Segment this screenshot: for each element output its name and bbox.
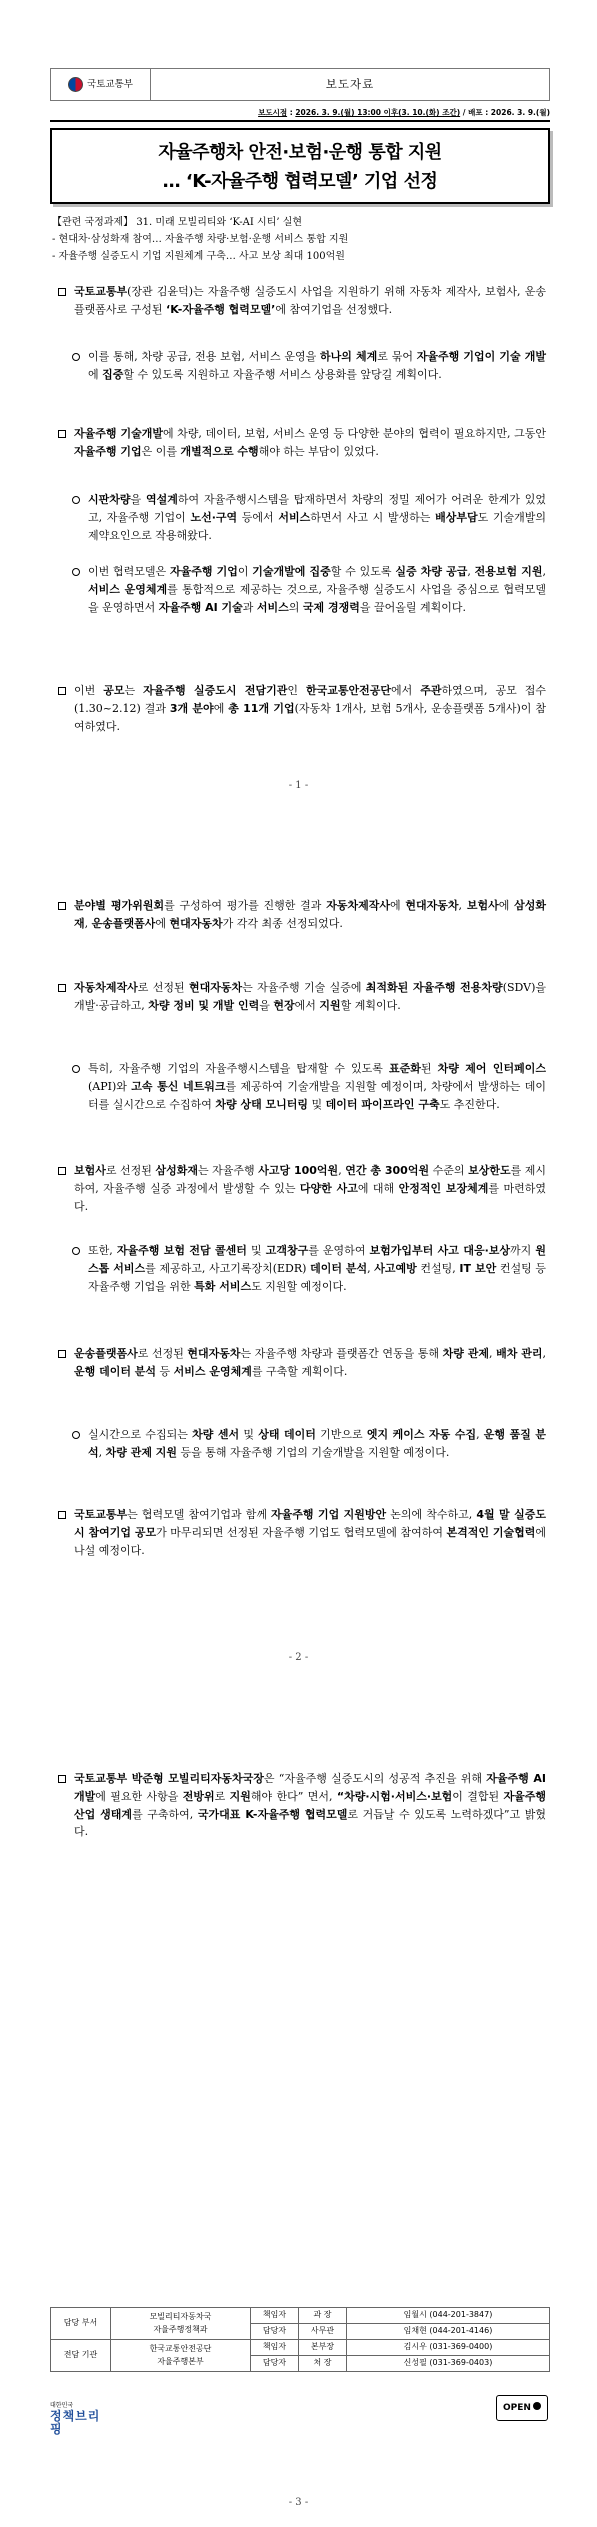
header-box [50,68,550,101]
square-bullet-icon [58,687,66,695]
title-line-2: … ‘K-자율주행 협력모델’ 기업 선정 [162,171,438,192]
title-line-1: 자율주행차 안전·보험·운행 통합 지원 [158,142,442,163]
title-cell: 사무관 [299,2324,347,2340]
agency-label: 전담 기관 [51,2340,111,2372]
circle-bullet-icon [72,496,80,504]
square-bullet-icon [58,1167,66,1175]
contact-table [50,2307,550,2372]
paragraph-item: 자동차제작사로 선정된 현대자동차는 자율주행 기술 실증에 최적화된 자율주행 전용차량(SDV)을 개발·공급하고, 차량 정비 및 개발 인력을 현장에서 지원할 계획이다. [58,979,546,1015]
circle-bullet-icon [72,353,80,361]
person-cell: 신성필 (031-369-0403) [347,2356,550,2372]
distribution-date: / 배포 : 2026. 3. 9.(월) [462,108,550,117]
paragraph-subitem: 이를 통해, 차량 공급, 전용 보험, 서비스 운영을 하나의 체계로 묶어 자율주행 기업이 기술 개발에 집중할 수 있도록 지원하고 자율주행 서비스 상용화를 앞당길 계획이다. [72,348,546,384]
summary-block [52,214,552,265]
dept-label: 담당 부서 [51,2308,111,2340]
paragraph-item: 분야별 평가위원회를 구성하여 평가를 진행한 결과 자동차제작사에 현대자동차, 보험사에 삼성화재, 운송플랫폼사에 현대자동차가 각각 최종 선정되었다. [58,897,546,933]
dept-cell: 한국교통안전공단 자율주행본부 [111,2340,251,2372]
summary-line: 【관련 국정과제】 31. 미래 모빌리티와 ‘K-AI 시티’ 실현 [52,217,303,228]
paragraph-item: 국토교통부는 협력모델 참여기업과 함께 자율주행 기업 지원방안 논의에 착수하고, 4월 말 실증도시 참여기업 공모가 마무리되면 선정된 자율주행 기업도 협력모델에 참여하여 본격적인 기술협력에 나설 예정이다. [58,1506,546,1559]
license-dot-icon [533,2402,541,2410]
square-bullet-icon [58,902,66,910]
paragraph-subitem: 또한, 자율주행 보험 전담 콜센터 및 고객창구를 운영하여 보험가입부터 사고 대응·보상까지 원스톱 서비스를 제공하고, 사고기록장치(EDR) 데이터 분석, 사고예방 컨설팅, IT 보안 컨설팅 등 자율주행 기업을 위한 특화 서비스도 지원할 예정이다. [72,1242,546,1295]
paragraph-subitem: 이번 협력모델은 자율주행 기업이 기술개발에 집중할 수 있도록 실증 차량 공급, 전용보험 지원, 서비스 운영체계를 통합적으로 제공하는 것으로, 자율주행 실증도시 사업을 중심으로 협력모델을 운영하면서 자율주행 AI 기술과 서비스의 국제 경쟁력을 끌어올릴 계획이다. [72,563,546,616]
table-row [51,2308,550,2324]
policy-briefing-logo: 대한민국 정책브리핑 [50,2402,101,2436]
role-cell: 책임자 [251,2308,299,2324]
role-cell: 담당자 [251,2324,299,2340]
dept-cell: 모빌리티자동차국 자율주행정책과 [111,2308,251,2340]
person-cell: 임월시 (044-201-3847) [347,2308,550,2324]
circle-bullet-icon [72,568,80,576]
square-bullet-icon [58,1511,66,1519]
square-bullet-icon [58,1350,66,1358]
title-cell: 처 장 [299,2356,347,2372]
paragraph-item: 운송플랫폼사로 선정된 현대자동차는 자율주행 차량과 플랫폼간 연동을 통해 차량 관제, 배차 관리, 운행 데이터 분석 등 서비스 운영체계를 구축할 계획이다. [58,1345,546,1381]
person-cell: 김시우 (031-369-0400) [347,2340,550,2356]
paragraph-subitem: 실시간으로 수집되는 차량 센서 및 상태 데이터 기반으로 엣지 케이스 자동 수집, 운행 품질 분석, 차량 관제 지원 등을 통해 자율주행 기업의 기술개발을 지원할 예정이다. [72,1426,546,1462]
person-cell: 임채현 (044-201-4146) [347,2324,550,2340]
page-number: - 3 - [288,2497,309,2508]
table-row [51,2340,550,2356]
page-number: - 1 - [288,780,309,791]
square-bullet-icon [58,288,66,296]
paragraph-item: 자율주행 기술개발에 차량, 데이터, 보험, 서비스 운영 등 다양한 분야의 협력이 필요하지만, 그동안 자율주행 기업은 이를 개별적으로 수행해야 하는 부담이 있었다. [58,425,546,461]
title-cell: 과 장 [299,2308,347,2324]
open-license-badge: OPEN [496,2395,548,2421]
title-cell: 본부장 [299,2340,347,2356]
ministry-name: 국토교통부 [87,78,133,90]
paragraph-item: 국토교통부(장관 김윤덕)는 자율주행 실증도시 사업을 지원하기 위해 자동차 제작사, 보험사, 운송플랫폼사로 구성된 ‘K-자율주행 협력모델’에 참여기업을 선정했다. [58,283,546,319]
page-number: - 2 - [288,1652,309,1663]
government-emblem-icon [68,77,83,92]
doc-type: 보도자료 [325,77,375,92]
role-cell: 책임자 [251,2340,299,2356]
circle-bullet-icon [72,1065,80,1073]
release-info: 보도시점 : 2026. 3. 9.(월) 13:00 이후(3. 10.(화) 조간) / 배포 : 2026. 3. 9.(월) [50,107,550,122]
square-bullet-icon [58,1775,66,1783]
summary-line: - 현대차·삼성화재 참여… 자율주행 차량·보험·운행 서비스 통합 지원 [52,234,349,245]
paragraph-item: 국토교통부 박준형 모빌리티자동차국장은 “자율주행 실증도시의 성공적 추진을 위해 자율주행 AI 개발에 필요한 사항을 전방위로 지원해야 한다” 면서, “차량·시험·서비스·보험이 결합된 자율주행 산업 생태계를 구축하여, 국가대표 K-자율주행 협력모델로 거듭날 수 있도록 노력하겠다”고 밝혔다. [58,1770,546,1841]
role-cell: 담당자 [251,2356,299,2372]
summary-line: - 자율주행 실증도시 기업 지원체계 구축… 사고 보상 최대 100억원 [52,251,345,262]
paragraph-subitem: 시판차량을 역설계하여 자율주행시스템을 탑재하면서 차량의 정밀 제어가 어려운 한계가 있었고, 자율주행 기업이 노선·구역 등에서 서비스하면서 사고 시 발생하는 배상부담도 기술개발의 제약요인으로 작용해왔다. [72,491,546,544]
paragraph-item: 보험사로 선정된 삼성화재는 자율주행 사고당 100억원, 연간 총 300억원 수준의 보상한도를 제시하여, 자율주행 실증 과정에서 발생할 수 있는 다양한 사고에 대해 안정적인 보장체계를 마련하였다. [58,1162,546,1215]
release-label: 보도시점 [258,108,288,117]
paragraph-subitem: 특히, 자율주행 기업의 자율주행시스템을 탑재할 수 있도록 표준화된 차량 제어 인터페이스(API)와 고속 통신 네트워크를 제공하여 기술개발을 지원할 예정이며, 차량에서 발생하는 데이터를 실시간으로 수집하여 차량 상태 모니터링 및 데이터 파이프라인 구축도 추진한다. [72,1060,546,1113]
ministry-logo [51,69,151,100]
title-box [50,128,550,204]
circle-bullet-icon [72,1431,80,1439]
circle-bullet-icon [72,1247,80,1255]
square-bullet-icon [58,984,66,992]
paragraph-item: 이번 공모는 자율주행 실증도시 전담기관인 한국교통안전공단에서 주관하였으며, 공모 접수(1.30~2.12) 결과 3개 분야에 총 11개 기업(자동차 1개사, 보험 5개사, 운송플랫폼 5개사)이 참여하였다. [58,682,546,735]
release-time: 2026. 3. 9.(월) 13:00 이후(3. 10.(화) 조간) [295,108,461,117]
square-bullet-icon [58,430,66,438]
